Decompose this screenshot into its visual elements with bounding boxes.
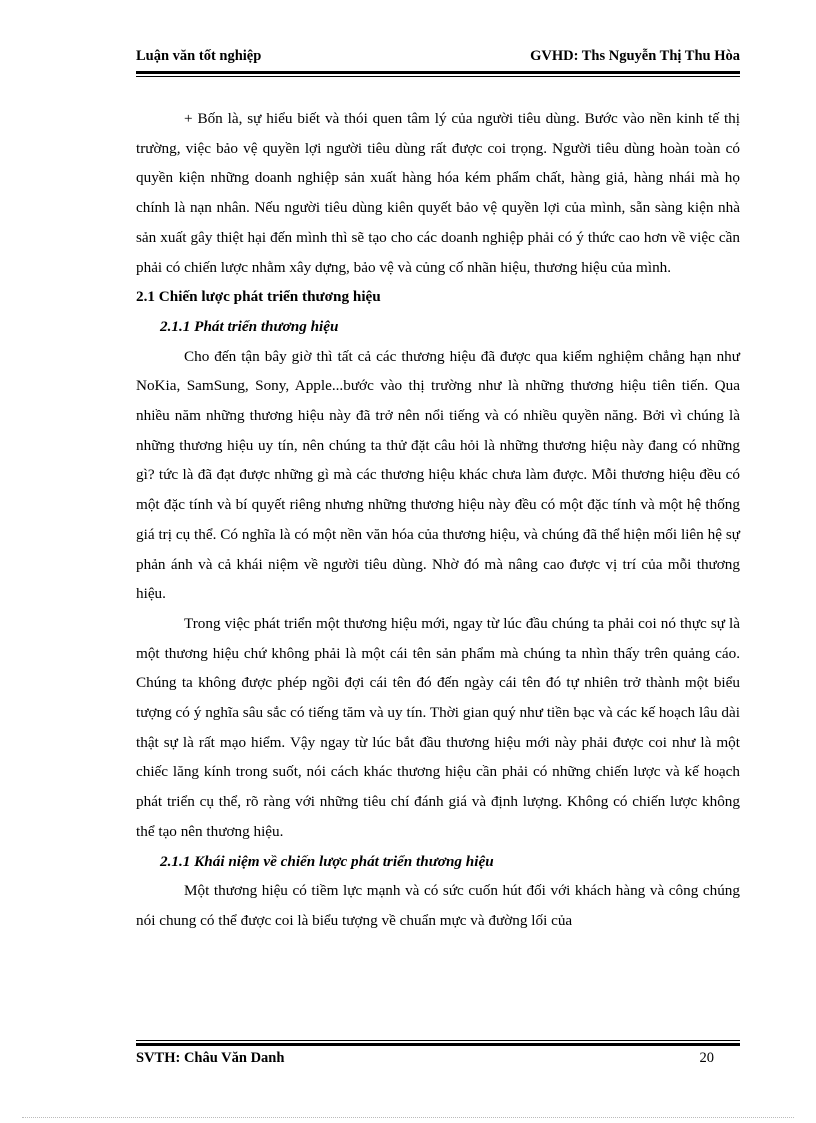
- page-number: 20: [699, 1050, 714, 1066]
- subsection-heading-strategy-concept: 2.1.1 Khái niệm về chiến lược phát triển thương hiệu: [160, 852, 494, 870]
- subsection-heading-2-1-1: 2.1.1 Phát triển thương hiệu: [160, 317, 339, 335]
- page-header: [136, 48, 740, 70]
- footer-student: SVTH: Châu Văn Danh: [136, 1050, 285, 1066]
- paragraph-strong-brand: Một thương hiệu có tiềm lực mạnh và có sức cuốn hút đối với khách hàng và công chúng nói chung có thể được coi là biểu tượng về chuẩn mực và đường lối của: [136, 882, 740, 929]
- page-body: [136, 104, 740, 936]
- header-thesis-title: Luận văn tốt nghiệp: [136, 48, 262, 64]
- paragraph-consumer-awareness: + Bốn là, sự hiểu biết và thói quen tâm lý của người tiêu dùng. Bước vào nền kinh tế thị trường, việc bảo vệ quyền lợi người tiêu dùng rất được coi trọng. Người tiêu dùng hoàn toàn có quyền kiện những doanh nghiệp sản xuất hàng hóa kém phẩm chất, hàng giả, hàng nhái mà họ chính là nạn nhân. Nếu người tiêu dùng kiên quyết bảo vệ quyền lợi của mình, sẵn sàng kiện nhà sản xuất gây thiệt hại đến mình thì sẽ tạo cho các doanh nghiệp phải có ý thức cao hơn về việc cần phải có chiến lược nhằm xây dựng, bảo vệ và củng cố nhãn hiệu, thương hiệu của mình.: [136, 110, 740, 276]
- footer-rule-thick: [136, 1043, 740, 1046]
- page-break-line: [22, 1117, 794, 1118]
- section-heading-2-1: 2.1 Chiến lược phát triển thương hiệu: [136, 288, 381, 306]
- paragraph-brand-examples: Cho đến tận bây giờ thì tất cả các thương hiệu đã được qua kiểm nghiệm chẳng hạn như NoKia, SamSung, Sony, Apple...bước vào thị trường như là những thương hiệu tiên tiến. Qua nhiều năm những thương hiệu này đã trở nên nổi tiếng và có nhiều quyền năng. Bởi vì chúng là những thương hiệu uy tín, nên chúng ta thử đặt câu hỏi là những thương hiệu này đang có những gì? tức là đã đạt được những gì mà các thương hiệu khác chưa làm được. Mỗi thương hiệu đều có một đặc tính và bí quyết riêng nhưng những thương hiệu này đều có một đặc tính và một hệ thống giá trị cụ thể. Có nghĩa là có một nền văn hóa của thương hiệu, và chúng đã thể hiện mối liên hệ sự phản ánh và cả khái niệm về người tiêu dùng. Nhờ đó mà nâng cao được vị trí của mỗi thương hiệu.: [136, 347, 740, 603]
- paragraph-new-brand: Trong việc phát triển một thương hiệu mới, ngay từ lúc đầu chúng ta phải coi nó thực sự là một thương hiệu chứ không phải là một cái tên sản phẩm mà chúng ta nhìn thấy trên quảng cáo. Chúng ta không được phép ngồi đợi cái tên đó đến ngày cái tên đó tự nhiên trở thành một biểu tượng có ý nghĩa sâu sắc có tiếng tăm và uy tín. Thời gian quý như tiền bạc và các kế hoạch lâu dài thật sự là rất mạo hiểm. Vậy ngay từ lúc bắt đầu thương hiệu mới này phải được coi như là một chiếc lăng kính trong suốt, nói cách khác thương hiệu cần phải có những chiến lược và kế hoạch phát triển cụ thể, rõ ràng với những tiêu chí đánh giá và định lượng. Không có chiến lược không thể tạo nên thương hiệu.: [136, 614, 740, 840]
- header-rule-thin: [136, 76, 740, 77]
- header-advisor: GVHD: Ths Nguyễn Thị Thu Hòa: [530, 48, 740, 64]
- footer-rule-thin: [136, 1040, 740, 1041]
- page-footer: [136, 1050, 740, 1072]
- header-rule-thick: [136, 71, 740, 74]
